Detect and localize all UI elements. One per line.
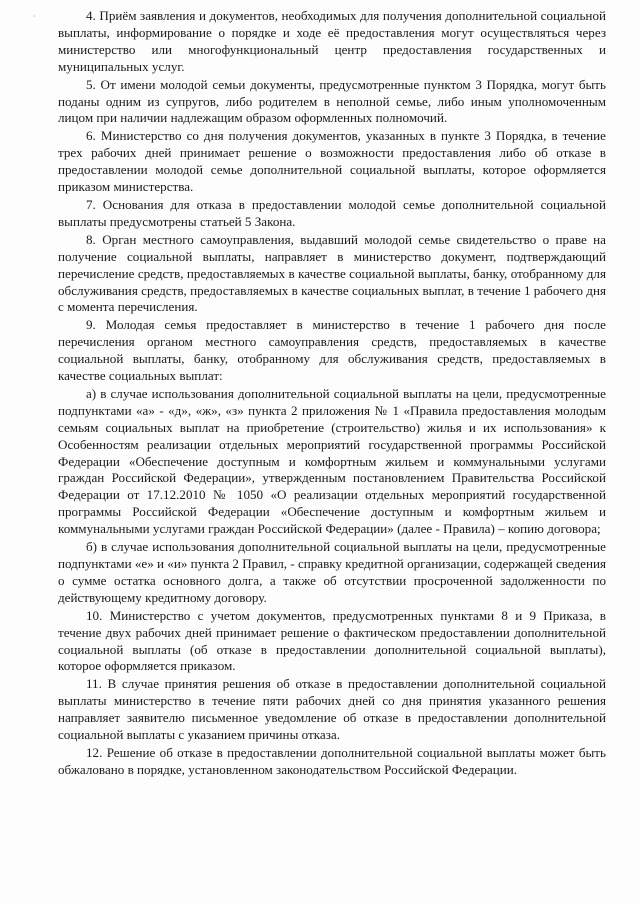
scan-corner-mark: · (33, 12, 36, 21)
paragraph-7: 7. Основания для отказа в предоставлении молодой семье дополнительной социальной выплаты предусмотрены статьей 5 Закона. (58, 196, 606, 229)
paragraph-9: 9. Молодая семья предоставляет в министерство в течение 1 рабочего дня после перечисления органом местного самоуправления средств, предоставляемых в качестве социальной выплаты, банку, отобранному для обслуживания средств, предоставляемых в качестве социальных выплат: (58, 317, 606, 384)
paragraph-6: 6. Министерство со дня получения документов, указанных в пункте 3 Порядка, в течение трех рабочих дней принимает решение о возможности предоставления либо об отказе в предоставлении молодой семье дополнительной социальной выплаты, которое оформляется приказом министерства. (58, 128, 606, 195)
document-body (58, 8, 606, 780)
paragraph-9-subitem-b: б) в случае использования дополнительной социальной выплаты на цели, предусмотренные подпунктами «е» и «и» пункта 2 Правил, - справку кредитной организации, содержащей сведения о сумме остатка основного долга, а также об отсутствии просроченной задолженности по действующему кредитному договору. (58, 539, 607, 605)
paragraph-12: 12. Решение об отказе в предоставлении дополнительной социальной выплаты может быть обжаловано в порядке, установленном законодательством Российской Федерации. (58, 744, 606, 777)
paragraph-9-subitem-a: а) в случае использования дополнительной социальной выплаты на цели, предусмотренные подпунктами «а» - «д», «ж», «з» пункта 2 приложения № 1 «Правила предоставления молодым семьям социальных выплат на приобретение (строительство) жилья и их использования» к Особенностям реализации отдельных мероприятий государственной программы Российской Федерации «Обеспечение доступным и комфортным жильем и коммунальными услугами граждан Российской Федерации», утвержденным постановлением Правительства Российской Федерации от 17.12.2010 № 1050 «О реализации отдельных мероприятий государственной программы Российской Федерации «Обеспечение доступным и комфортным жильем и коммунальными услугами граждан Российской Федерации» (далее - Правила) – копию договора; (58, 385, 606, 537)
paragraph-10: 10. Министерство с учетом документов, предусмотренных пунктами 8 и 9 Приказа, в течение двух рабочих дней принимает решение о фактическом предоставлении дополнительной социальной выплаты (об отказе в предоставлении дополнительной социальной выплаты), которое оформляется приказом. (58, 607, 606, 674)
paragraph-5: 5. От имени молодой семьи документы, предусмотренные пунктом 3 Порядка, могут быть поданы одним из супругов, либо родителем в неполной семье, либо иным уполномоченным лицом при наличии надлежащим образом оформленных полномочий. (58, 76, 606, 126)
paragraph-4: 4. Приём заявления и документов, необходимых для получения дополнительной социальной выплаты, информирование о порядке и ходе её предоставления могут осуществляться через министерство или многофункциональный центр предоставления государственных и муниципальных услуг. (58, 8, 606, 74)
paragraph-8: 8. Орган местного самоуправления, выдавший молодой семье свидетельство о праве на получение социальной выплаты, направляет в министерство документ, подтверждающий перечисление средств, предоставляемых в качестве социальной выплаты, банку, отобранному для обслуживания средств, предоставляемых в качестве социальных выплат, в течение 1 рабочего дня с момента перечисления. (58, 231, 606, 315)
paragraph-11: 11. В случае принятия решения об отказе в предоставлении дополнительной социальной выплаты министерство в течение пяти рабочих дней со дня принятия указанного решения направляет заявителю письменное уведомление об отказе в предоставлении дополнительной социальной выплаты с указанием причины отказа. (58, 676, 606, 743)
